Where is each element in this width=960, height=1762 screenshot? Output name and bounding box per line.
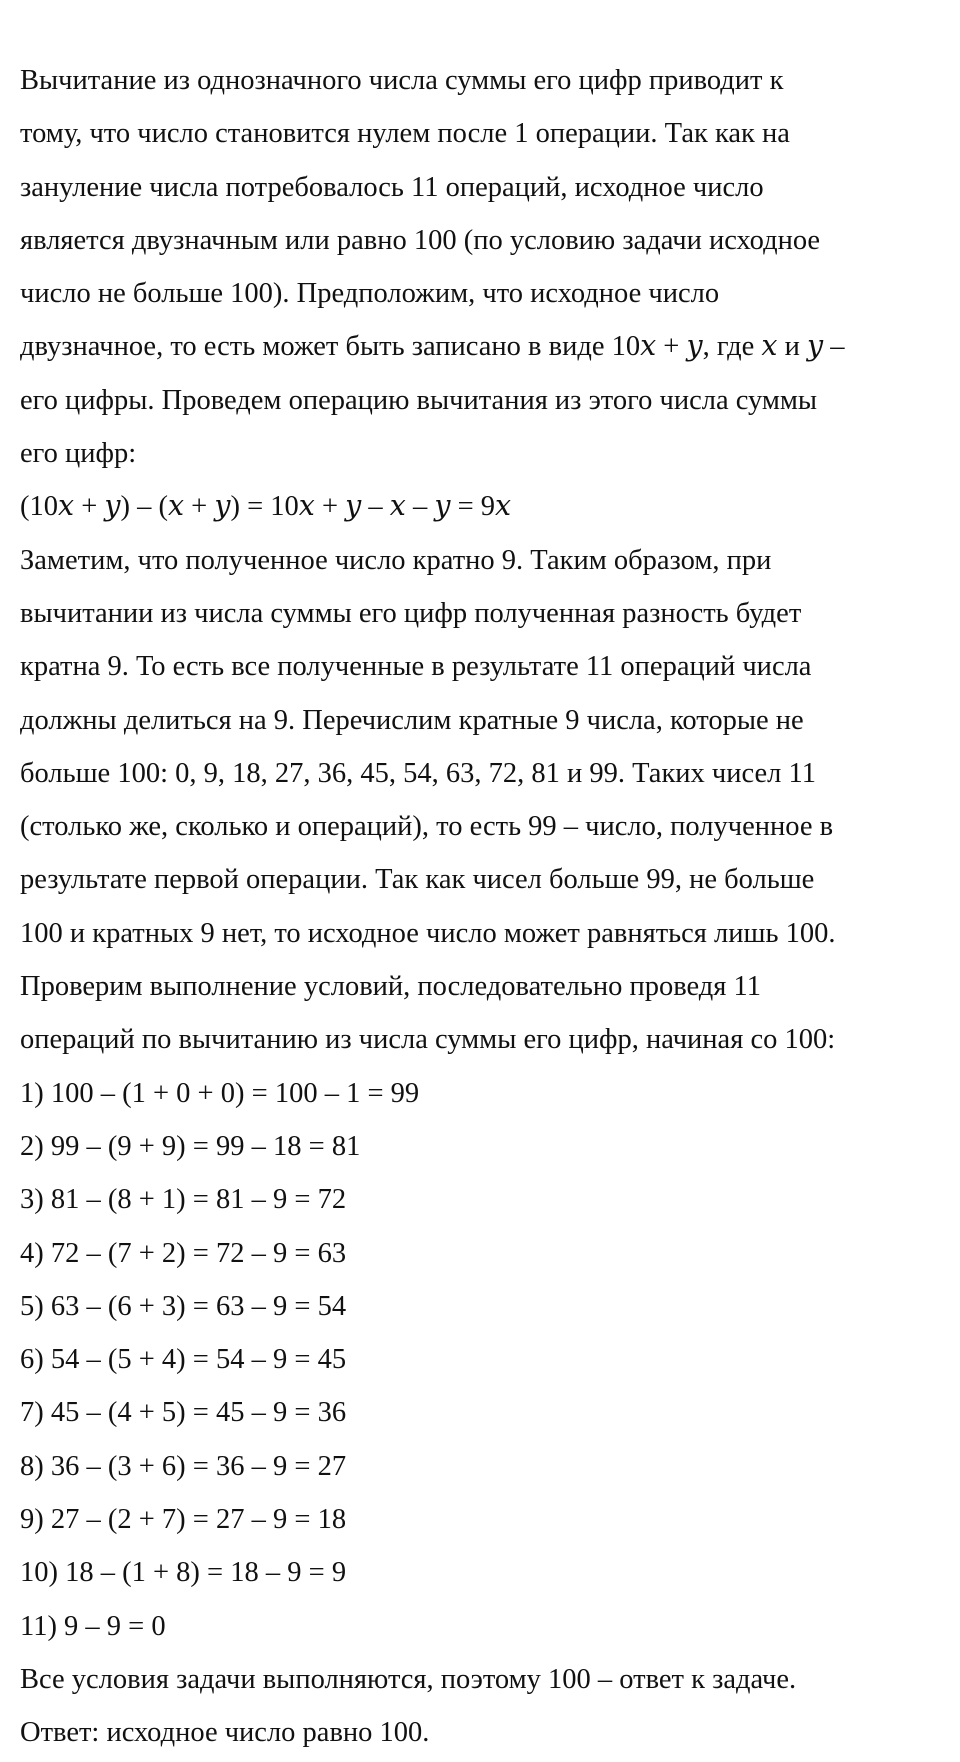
operation-step: 10) 18 – (1 + 8) = 18 – 9 = 9 <box>20 1557 347 1589</box>
operation-step: 5) 63 – (6 + 3) = 63 – 9 = 54 <box>20 1290 347 1322</box>
text-line: двузначное, то есть может быть записано в виде 10𝑥 + 𝑦, где 𝑥 и 𝑦 – <box>20 331 845 363</box>
text-line: 100 и кратных 9 нет, то исходное число может равняться лишь 100. <box>20 917 836 949</box>
text-line: кратна 9. То есть все полученные в результате 11 операций числа <box>20 651 812 683</box>
text-line: (столько же, сколько и операций), то есть 99 – число, полученное в <box>20 811 834 843</box>
text-line: вычитании из числа суммы его цифр полученная разность будет <box>20 597 802 629</box>
text-line: зануление числа потребовалось 11 операций, исходное число <box>20 171 764 203</box>
operation-step: 3) 81 – (8 + 1) = 81 – 9 = 72 <box>20 1184 347 1216</box>
conclusion-line: Все условия задачи выполняются, поэтому 100 – ответ к задаче. <box>20 1663 797 1695</box>
operation-step: 7) 45 – (4 + 5) = 45 – 9 = 36 <box>20 1397 347 1429</box>
operation-step: 2) 99 – (9 + 9) = 99 – 18 = 81 <box>20 1130 361 1162</box>
text-line: Заметим, что полученное число кратно 9. Таким образом, при <box>20 544 772 576</box>
text-line: Вычитание из однозначного числа суммы его цифр приводит к <box>20 65 784 96</box>
text-line: должны делиться на 9. Перечислим кратные 9 числа, которые не <box>20 704 804 736</box>
text-line: больше 100: 0, 9, 18, 27, 36, 45, 54, 63, 72, 81 и 99. Таких чисел 11 <box>20 757 816 789</box>
operation-step: 11) 9 – 9 = 0 <box>20 1610 166 1642</box>
operation-step: 6) 54 – (5 + 4) = 54 – 9 = 45 <box>20 1344 347 1376</box>
text-line: Проверим выполнение условий, последовательно проведя 11 <box>20 971 761 1003</box>
operation-step: 4) 72 – (7 + 2) = 72 – 9 = 63 <box>20 1237 347 1269</box>
text-line: его цифр: <box>20 438 137 470</box>
text-line: является двузначным или равно 100 (по условию задачи исходное <box>20 224 821 256</box>
answer-line: Ответ: исходное число равно 100. <box>20 1717 430 1749</box>
text-line: его цифры. Проведем операцию вычитания из этого числа суммы <box>20 384 818 416</box>
operation-step: 8) 36 – (3 + 6) = 36 – 9 = 27 <box>20 1450 347 1482</box>
text-line: результате первой операции. Так как чисел больше 99, не больше <box>20 864 815 896</box>
equation-line: (10𝑥 + 𝑦) – (𝑥 + 𝑦) = 10𝑥 + 𝑦 – 𝑥 – 𝑦 = 9𝑥 <box>20 491 512 523</box>
operation-step: 9) 27 – (2 + 7) = 27 – 9 = 18 <box>20 1504 347 1536</box>
text-line: тому, что число становится нулем после 1 операции. Так как на <box>20 118 790 150</box>
text-line: число не больше 100). Предположим, что исходное число <box>20 278 720 310</box>
text-line: операций по вычитанию из числа суммы его цифр, начиная со 100: <box>20 1024 836 1056</box>
operation-step: 1) 100 – (1 + 0 + 0) = 100 – 1 = 99 <box>20 1077 420 1109</box>
